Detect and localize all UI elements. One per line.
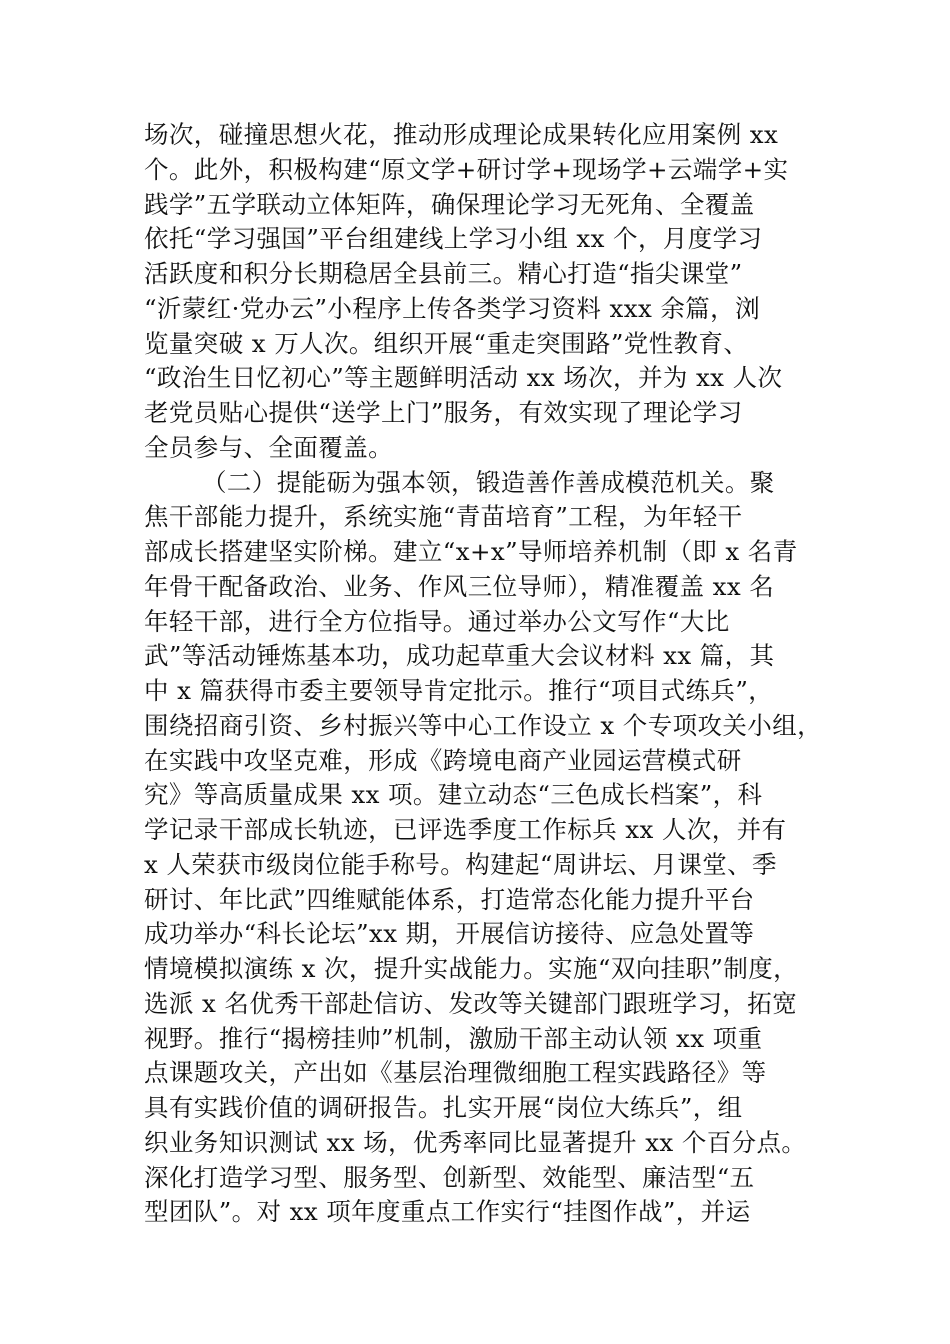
text-line: “沂蒙红·党办云”小程序上传各类学习资料 xxx 余篇，浏 [144,293,760,323]
text-line: 成功举办“科长论坛”xx 期，开展信访接待、应急处置等 [144,919,755,949]
text-line: “政治生日忆初心”等主题鲜明活动 xx 场次，并为 xx 人次 [144,363,783,393]
text-line: x 人荣获市级岗位能手称号。构建起“周讲坛、月课堂、季 [144,849,777,879]
text-line: 视野。推行“揭榜挂帅”机制，激励干部主动认领 xx 项重 [144,1023,763,1053]
section-heading-line: （二）提能砺为强本领，锻造善作善成模范机关。聚 [202,467,775,497]
text-line: 研讨、年比武”四维赋能体系，打造常态化能力提升平台 [144,884,755,914]
text-line: 部成长搭建坚实阶梯。建立“x+x”导师培养机制（即 x 名青 [144,537,798,566]
text-line: 情境模拟演练 x 次，提升实战能力。实施“双向挂职”制度， [144,954,799,983]
text-line: 老党员贴心提供“送学上门”服务，有效实现了理论学习 [144,398,743,427]
text-line: 究》等高质量成果 xx 项。建立动态“三色成长档案”，科 [144,780,763,810]
text-line: 点课题攻关，产出如《基层治理微细胞工程实践路径》等 [144,1058,767,1088]
text-line: 选派 x 名优秀干部赴信访、发改等关键部门跟班学习，拓宽 [144,988,798,1018]
text-line: 武”等活动锤炼基本功，成功起草重大会议材料 xx 篇，其 [144,641,775,671]
text-line: 在实践中攻坚克难，形成《跨境电商产业园运营模式研 [144,745,742,775]
text-line: 学记录干部成长轨迹，已评选季度工作标兵 xx 人次，并有 [144,815,787,844]
text-line: 具有实践价值的调研报告。扎实开展“岗位大练兵”，组 [144,1093,743,1122]
text-line: 依托“学习强国”平台组建线上学习小组 xx 个，月度学习 [144,224,763,254]
body-text [144,118,844,1230]
text-line: 中 x 篇获得市委主要领导肯定批示。推行“项目式练兵”， [144,676,774,705]
text-line: 焦干部能力提升，系统实施“青苗培育”工程，为年轻干 [144,502,743,532]
text-line: 活跃度和积分长期稳居全县前三。精心打造“指尖课堂” [144,259,743,288]
text-line: 围绕招商引资、乡村振兴等中心工作设立 x 个专项攻关小组， [144,710,822,740]
text-line: 场次，碰撞思想火花，推动形成理论成果转化应用案例 xx [144,120,779,149]
text-line: 型团队”。对 xx 项年度重点工作实行“挂图作战”，并运 [144,1197,751,1227]
text-line: 年骨干配备政治、业务、作风三位导师），精准覆盖 xx 名 [144,571,775,601]
text-line: 个。此外，积极构建“原文学+研讨学+现场学+云端学+实 [144,154,789,184]
text-line: 年轻干部，进行全方位指导。通过举办公文写作“大比 [144,606,730,636]
text-line: 全员参与、全面覆盖。 [144,432,393,462]
text-line: 览量突破 x 万人次。组织开展“重走突围路”党性教育、 [144,328,749,358]
text-line: 深化打造学习型、服务型、创新型、效能型、廉洁型“五 [144,1162,755,1192]
text-line: 践学”五学联动立体矩阵，确保理论学习无死角、全覆盖 [144,189,755,219]
text-line: 织业务知识测试 xx 场，优秀率同比显著提升 xx 个百分点。 [144,1127,807,1157]
